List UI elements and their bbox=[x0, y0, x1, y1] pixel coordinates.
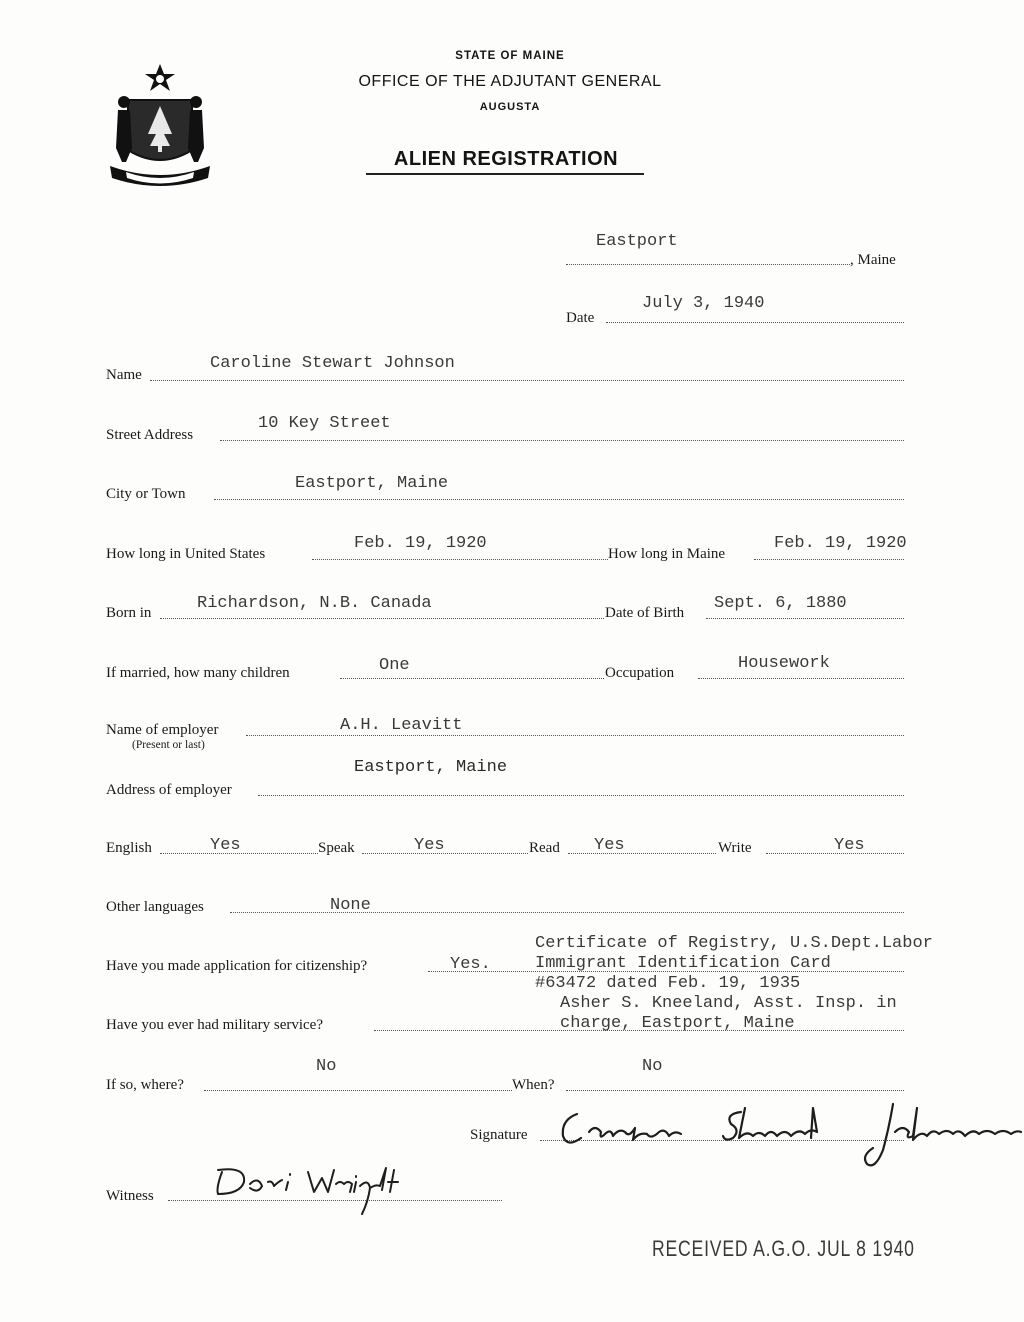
citizenship-value[interactable]: Yes. bbox=[450, 955, 491, 974]
english-label: English bbox=[106, 840, 152, 856]
witness-signature-handwriting[interactable] bbox=[210, 1160, 430, 1220]
citizenship-note-1: Certificate of Registry, U.S.Dept.Labor bbox=[535, 934, 933, 953]
occupation-label: Occupation bbox=[605, 665, 675, 681]
where-value[interactable]: No bbox=[316, 1057, 337, 1076]
title-underline bbox=[366, 173, 644, 175]
us-duration-line bbox=[312, 559, 608, 560]
read-line bbox=[568, 853, 716, 854]
employer-address-value[interactable]: Eastport, Maine bbox=[354, 758, 508, 777]
maine-duration-value[interactable]: Feb. 19, 1920 bbox=[774, 534, 907, 553]
city-line bbox=[214, 499, 904, 500]
date-line bbox=[606, 322, 904, 323]
us-duration-value[interactable]: Feb. 19, 1920 bbox=[354, 534, 487, 553]
employer-line bbox=[246, 735, 904, 736]
state-seal-icon bbox=[104, 62, 216, 192]
children-value[interactable]: One bbox=[379, 656, 410, 675]
employer-address-label: Address of employer bbox=[106, 782, 232, 798]
born-in-value[interactable]: Richardson, N.B. Canada bbox=[197, 594, 432, 613]
header-state: STATE OF MAINE bbox=[455, 50, 565, 62]
date-label: Date bbox=[566, 310, 595, 326]
english-value[interactable]: Yes bbox=[210, 836, 241, 855]
born-in-label: Born in bbox=[106, 605, 152, 621]
city-label: City or Town bbox=[106, 486, 186, 502]
write-label: Write bbox=[718, 840, 752, 856]
citizenship-note-4: Asher S. Kneeland, Asst. Insp. in bbox=[560, 994, 897, 1013]
maine-duration-line bbox=[754, 559, 904, 560]
citizenship-note-5: charge, Eastport, Maine bbox=[560, 1014, 795, 1033]
write-value[interactable]: Yes bbox=[834, 836, 865, 855]
signature-label: Signature bbox=[470, 1127, 528, 1143]
location-line bbox=[566, 264, 850, 265]
employer-address-line bbox=[258, 795, 904, 796]
employer-value[interactable]: A.H. Leavitt bbox=[340, 716, 463, 735]
dob-label: Date of Birth bbox=[605, 605, 685, 621]
where-line bbox=[204, 1090, 512, 1091]
name-label: Name bbox=[106, 367, 142, 383]
location-value[interactable]: Eastport bbox=[596, 232, 678, 251]
where-label: If so, where? bbox=[106, 1077, 184, 1093]
city-value[interactable]: Eastport, Maine bbox=[295, 474, 449, 493]
witness-label: Witness bbox=[106, 1188, 154, 1204]
military-label: Have you ever had military service? bbox=[106, 1017, 323, 1033]
children-label: If married, how many children bbox=[106, 665, 290, 681]
received-stamp: RECEIVED A.G.O. JUL 8 1940 bbox=[652, 1236, 915, 1261]
dob-line bbox=[706, 618, 904, 619]
header-office: OFFICE OF THE ADJUTANT GENERAL bbox=[358, 73, 662, 90]
when-line bbox=[566, 1090, 904, 1091]
citizenship-note-2: Immigrant Identification Card bbox=[535, 954, 831, 973]
born-in-line bbox=[160, 618, 604, 619]
street-label: Street Address bbox=[106, 427, 194, 443]
dob-value[interactable]: Sept. 6, 1880 bbox=[714, 594, 847, 613]
citizenship-label: Have you made application for citizenship? bbox=[106, 958, 368, 974]
name-line bbox=[150, 380, 904, 381]
date-value[interactable]: July 3, 1940 bbox=[642, 294, 765, 313]
street-value[interactable]: 10 Key Street bbox=[258, 414, 391, 433]
citizenship-note-3: #63472 dated Feb. 19, 1935 bbox=[535, 974, 801, 993]
name-value[interactable]: Caroline Stewart Johnson bbox=[210, 354, 455, 373]
signature-handwriting[interactable] bbox=[555, 1098, 1024, 1178]
occupation-value[interactable]: Housework bbox=[738, 654, 830, 673]
location-suffix: , Maine bbox=[850, 252, 896, 268]
maine-duration-label: How long in Maine bbox=[608, 546, 726, 562]
other-languages-value[interactable]: None bbox=[330, 896, 371, 915]
when-label: When? bbox=[512, 1077, 555, 1093]
form-title: ALIEN REGISTRATION bbox=[393, 148, 619, 170]
us-duration-label: How long in United States bbox=[106, 546, 266, 562]
header-city: AUGUSTA bbox=[479, 101, 541, 113]
occupation-line bbox=[698, 678, 904, 679]
when-value[interactable]: No bbox=[642, 1057, 663, 1076]
employer-sublabel: (Present or last) bbox=[132, 739, 205, 751]
read-value[interactable]: Yes bbox=[594, 836, 625, 855]
speak-line bbox=[362, 853, 528, 854]
children-line bbox=[340, 678, 604, 679]
speak-label: Speak bbox=[318, 840, 355, 856]
other-languages-label: Other languages bbox=[106, 899, 204, 915]
speak-value[interactable]: Yes bbox=[414, 836, 445, 855]
street-line bbox=[220, 440, 904, 441]
employer-label: Name of employer bbox=[106, 722, 219, 738]
read-label: Read bbox=[529, 840, 560, 856]
